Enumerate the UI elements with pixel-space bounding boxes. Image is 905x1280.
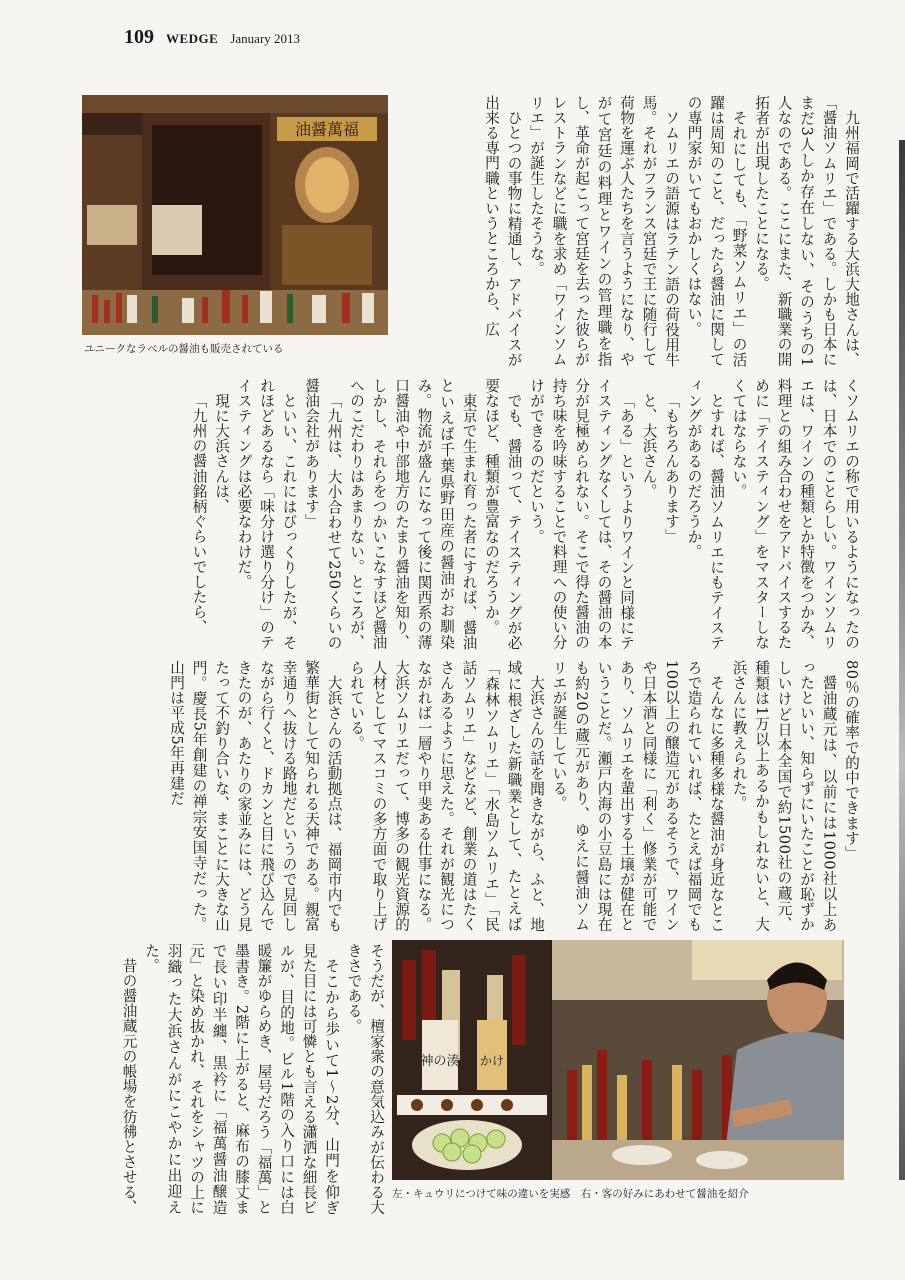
paragraph: そうだが、檀家衆の意気込みが伝わる大きさである。 bbox=[345, 943, 385, 1215]
paragraph: そんなに多種多様な醤油が身近なところで造られていれば、たとえば福岡でも100以上の醸造元があるそうで、ワインや日本酒と同様に「利く」修業が可能であり、ソムリエを輩出する土壌が健在ということだ。瀬戸内海の小豆島には現在も約20の蔵元があり、ゆえに醤油ソムリエが誕生している。 bbox=[550, 660, 725, 932]
paragraph: 「ある」というよりワインと同様にテイスティングなくしては、その醤油の本分が見極められない。そこで得た醤油の持ち味を吟味することで料理への使い分けができるのだという。 bbox=[528, 378, 635, 650]
paragraph: 「九州の醤油銘柄ぐらいでしたら、 bbox=[190, 392, 208, 635]
paragraph: ソムリエの語源はラテン語の荷役用牛馬。それがフランス宮廷で王に随行して荷物を運ぶ人たちを言うようになり、やがて宮廷の料理とワインの管理職を指し、革命が起こって宮廷を去った彼らがレストランなどに職を求め「ワインソムリエ」が誕生したそうな。 bbox=[528, 95, 680, 367]
paragraph: 醤油蔵元は、以前には1000社以上あったといい、知らずにいたことが恥ずかしいけど日本全国で約1500社の蔵元、種類は1万以上あるかもしれないと、大浜さんに教えられた。 bbox=[730, 660, 838, 932]
issue-date: January 2013 bbox=[230, 31, 301, 46]
article-column-tier1 bbox=[392, 95, 862, 367]
paragraph: 現に大浜さんは、 bbox=[213, 392, 230, 514]
paragraph: とすれば、醤油ソムリエにもテイスティングがあるのだろうか。 bbox=[685, 378, 725, 650]
article-column-tier2 bbox=[82, 378, 862, 650]
bottle-label-text: 神の湊 bbox=[420, 1054, 460, 1069]
paragraph: でも、醤油って、テイスティングが必要なほど、種類が豊富なのだろうか。 bbox=[483, 378, 523, 650]
paragraph: ひとつの事物に精通し、アドバイスが出来る専門職というところから、広 bbox=[483, 95, 523, 367]
paragraph: 大浜さんの話を聞きながら、ふと、地域に根ざした新職業として、たとえば「森林ソムリエ」「水島ソムリエ」「民話ソムリエ」などなど、創業の道はたくさんあるように思えた。それが観光につながれば一層やり甲斐ある仕事になる。大浜ソムリエだって、博多の観光資源的人材としてマスコミの多方面で取り上げられている。 bbox=[348, 660, 545, 932]
page-number: 109 bbox=[124, 26, 154, 48]
page-header bbox=[124, 26, 300, 50]
magazine-name: WEDGE bbox=[166, 31, 219, 46]
bottle-label-text: かけ bbox=[479, 1054, 505, 1068]
shop-sign-text: 油醤萬福 bbox=[294, 120, 360, 139]
sommelier-illustration bbox=[392, 940, 844, 1180]
paragraph: と、大浜さん。 bbox=[640, 392, 658, 499]
paragraph: 「九州は、大小合わせて250くらいの醤油会社があります」 bbox=[303, 378, 343, 650]
paragraph: そこから歩いて1～2分、山門を仰ぎ見た目には可憐とも言える瀟洒な細長ビルが、目的地。ビル1階の入り口には白暖簾がゆらめき、屋号だろう「福萬」と墨書き。2階に上がると、麻布の膝丈まで長い印半纏、黒衿に「福萬醤油醸造元」と染め抜かれ、それをシャツの上に羽織った大浜さんがにこやかに出迎えた。 bbox=[143, 943, 340, 1215]
paragraph: 大浜さんの活動拠点は、福岡市内でも繁華街として知られる天神である。親富幸通りへ抜ける路地だというので見回しながら行くと、ドカンと目に飛び込んできたのが、あたりの家並みには、どう見たって不釣り合いな、まことに大きな山門。慶長5年創建の禅宗安国寺だった。山門は平成5年再建だ bbox=[168, 660, 343, 932]
paragraph: 東京で生まれ育った者にすれば、醤油といえば千葉県野田産の醤油がお馴染み。物流が盛んになって後に関西系の薄口醤油や中部地方のたまり醤油を知り、しかし、それらをつかいこなすほど醤油へのこだわりはあまりない。ところが、 bbox=[348, 378, 478, 650]
photo2-caption: 左・キュウリにつけて味の違いを実感 右・客の好みにあわせて醤油を紹介 bbox=[392, 1188, 749, 1200]
sommelier-photo bbox=[392, 940, 844, 1180]
article-column-tier3 bbox=[82, 660, 862, 932]
paragraph: それにしても、「野菜ソムリエ」の活躍は周知のこと、だったら醤油に関しての専門家がいてもおかしくはない。 bbox=[685, 95, 748, 367]
paragraph: といい、これにはびっくりしたが、それほどあるなら「味分け選り分け」のテイスティングは必要なわけだ。 bbox=[235, 378, 298, 650]
shop-interior-photo bbox=[82, 95, 388, 335]
article-column-tier4 bbox=[82, 943, 387, 1215]
paragraph: 昔の醤油蔵元の帳場を彷彿とさせる、 bbox=[120, 957, 138, 1215]
paragraph: 80％の確率で的中できます」 bbox=[843, 660, 860, 861]
page-edge bbox=[899, 140, 905, 1180]
photo1-caption: ユニークなラベルの醤油も販売されている bbox=[84, 343, 284, 355]
paragraph: 九州福岡で活躍する大浜大地さんは、「醤油ソムリエ」である。しかも日本にまだ3人しか存在しない、そのうちの1人なのである。ここにまた、新職業の開拓者が出現したことになる。 bbox=[753, 95, 860, 367]
paragraph: 「もちろんあります」 bbox=[663, 392, 680, 544]
paragraph: くソムリエの称で用いるようになったのは、日本でのことらしい。ワインソムリエは、ワインの種類とか特徴をつかみ、料理との組み合わせをアドバイスするために「テイスティング」をマスターしなくてはならない。 bbox=[730, 378, 860, 650]
shop-interior-illustration bbox=[82, 95, 388, 335]
